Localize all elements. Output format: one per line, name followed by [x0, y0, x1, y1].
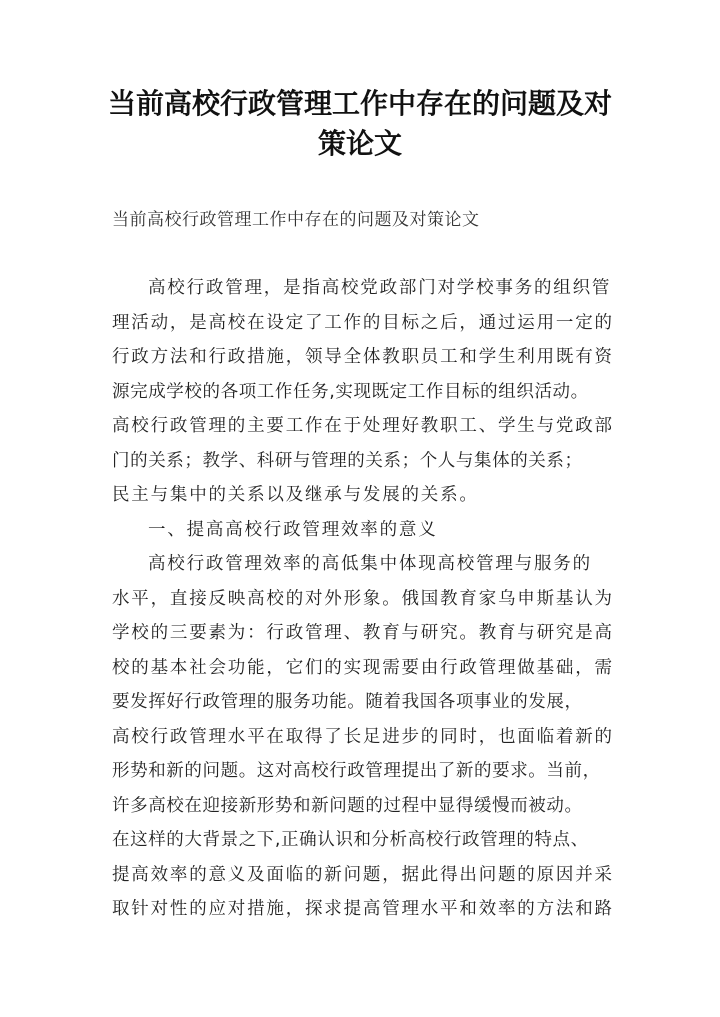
paragraph-2-line: 许多高校在迎接新形势和新问题的过程中显得缓慢而被动。 [112, 795, 583, 816]
paragraph-2-line: 水平，直接反映高校的对外形象。俄国教育家乌申斯基认为 [112, 588, 614, 609]
paragraph-2-line: 提高效率的意义及面临的新问题，据此得出问题的原因并采 [112, 864, 614, 885]
paragraph-2-line: 高校行政管理效率的高低集中体现高校管理与服务的 [148, 554, 592, 574]
paragraph-2-line: 要发挥好行政管理的服务功能。随着我国各项事业的发展， [112, 692, 583, 712]
paragraph-1-line: 门的关系；教学、科研与管理的关系；个人与集体的关系； [112, 450, 583, 471]
paragraph-2-line: 形势和新的问题。这对高校行政管理提出了新的要求。当前， [112, 761, 601, 781]
paragraph-2-line: 校的基本社会功能，它们的实现需要由行政管理做基础，需 [112, 657, 614, 678]
title-line-1: 当前高校行政管理工作中存在的问题及对 [107, 87, 612, 120]
paragraph-2-line: 取针对性的应对措施，探求提高管理水平和效率的方法和路 [112, 899, 614, 919]
document-title [60, 84, 660, 164]
paragraph-1-line: 高校行政管理，是指高校党政部门对学校事务的组织管 [148, 278, 612, 298]
paragraph-1-line: 行政方法和行政措施，领导全体教职员工和学生利用既有资 [112, 347, 614, 367]
paragraph-1-line: 高校行政管理的主要工作在于处理好教职工、学生与党政部 [112, 416, 614, 436]
paragraph-1-line: 理活动，是高校在设定了工作的目标之后，通过运用一定的 [112, 312, 614, 333]
paragraph-2-line: 高校行政管理水平在取得了长足进步的同时，也面临着新的 [112, 726, 614, 747]
document-subtitle: 当前高校行政管理工作中存在的问题及对策论文 [112, 210, 480, 230]
paragraph-1-line: 民主与集中的关系以及继承与发展的关系。 [112, 485, 479, 505]
paragraph-2-line: 学校的三要素为：行政管理、教育与研究。教育与研究是高 [112, 623, 614, 643]
paragraph-2-line: 在这样的大背景之下,正确认识和分析高校行政管理的特点、 [112, 830, 589, 850]
section-heading: 一、提高高校行政管理效率的意义 [148, 519, 438, 540]
title-line-2: 策论文 [317, 127, 402, 160]
document-body [112, 271, 612, 927]
paragraph-1-line: 源完成学校的各项工作任务,实现既定工作目标的组织活动。 [112, 381, 589, 402]
